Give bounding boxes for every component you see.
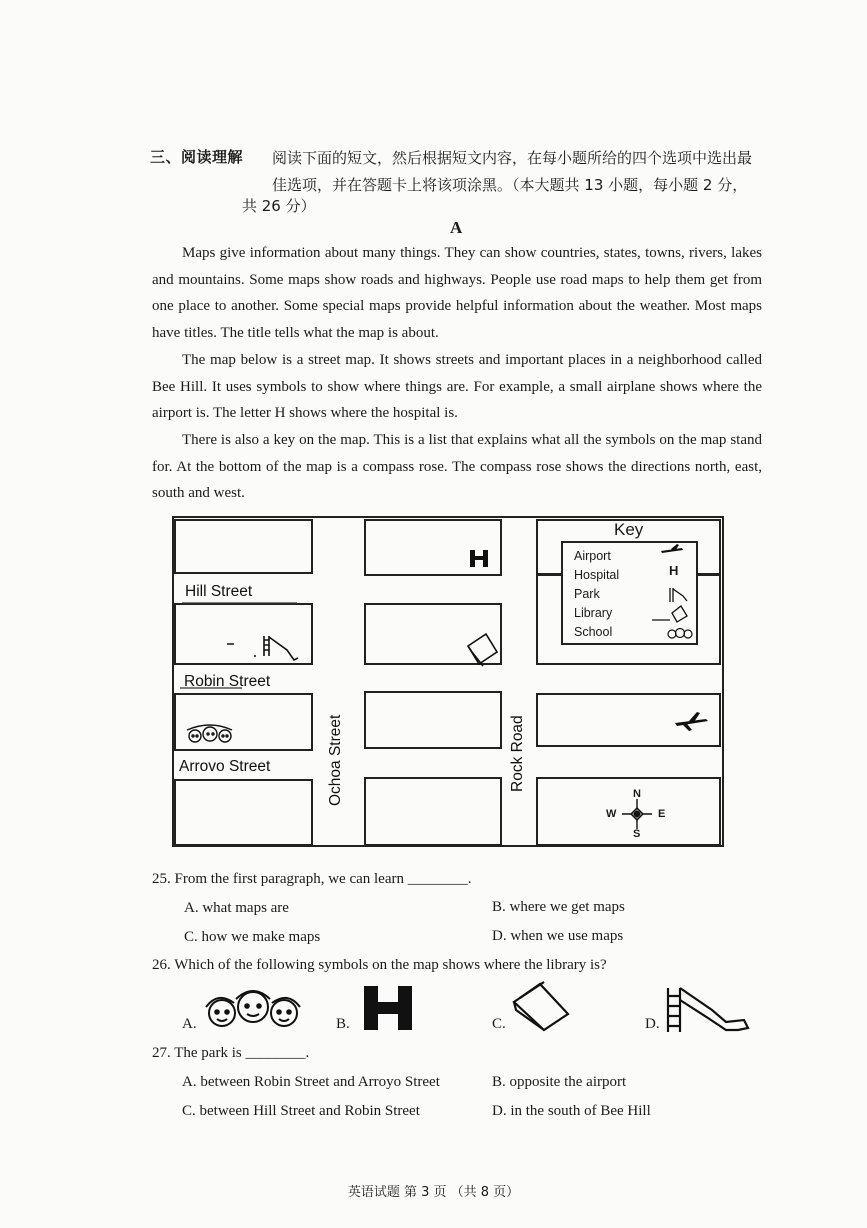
q26-option-b[interactable]: B. — [336, 1016, 350, 1032]
q27-option-a[interactable]: A. between Robin Street and Arroyo Street — [182, 1074, 440, 1090]
block — [537, 778, 720, 845]
q27-option-d[interactable]: D. in the south of Bee Hill — [492, 1103, 651, 1119]
key-hospital-icon: H — [669, 563, 679, 578]
block — [365, 692, 501, 748]
question-25: 25. From the first paragraph, we can learn ________. — [152, 871, 472, 887]
q26-option-a[interactable]: A. — [182, 1016, 197, 1032]
q26-option-d[interactable]: D. — [645, 1016, 660, 1032]
question-26: 26. Which of the following symbols on the map shows where the library is? — [152, 957, 607, 973]
street-label-robin: Robin Street — [184, 673, 271, 690]
block — [175, 780, 312, 845]
q26-option-c[interactable]: C. — [492, 1016, 506, 1032]
q25-option-b[interactable]: B. where we get maps — [492, 899, 625, 915]
school-icon — [198, 985, 308, 1035]
street-label-ochoa: Ochoa Street — [327, 714, 344, 806]
key-item-school: School — [574, 625, 613, 639]
street-map — [172, 516, 724, 847]
q25-option-d[interactable]: D. when we use maps — [492, 928, 624, 944]
park-slide-icon — [227, 636, 298, 660]
passage-paragraph-3: There is also a key on the map. This is a list that explains what all the symbols on the map stand for. At the bottom of the map is a compass rose. The compass rose shows the directions north, east, south and west. — [152, 432, 762, 502]
key-title: Key — [614, 520, 644, 539]
block — [175, 520, 312, 573]
street-label-arrovo: Arrovo Street — [179, 758, 271, 775]
block — [365, 778, 501, 845]
compass-east: E — [658, 808, 666, 820]
key-item-airport: Airport — [574, 549, 611, 563]
q25-option-c[interactable]: C. how we make maps — [184, 929, 321, 945]
school-icon — [187, 725, 232, 742]
park-slide-icon — [664, 984, 754, 1036]
street-label-rock: Rock Road — [509, 715, 526, 792]
key-item-park: Park — [574, 587, 600, 601]
block — [365, 604, 501, 664]
compass-north: N — [633, 788, 641, 800]
passage-letter: A — [450, 218, 463, 237]
street-label-hill: Hill Street — [185, 583, 253, 600]
question-27: 27. The park is ________. — [152, 1045, 310, 1061]
passage-paragraph-2: The map below is a street map. It shows streets and important places in a neighborhood called Bee Hill. It uses symbols to show where things are. For example, a small airplane shows where the airport is. The letter H shows where the hospital is. — [152, 352, 762, 422]
q27-option-c[interactable]: C. between Hill Street and Robin Street — [182, 1103, 420, 1119]
q25-option-a[interactable]: A. what maps are — [184, 900, 289, 916]
hospital-icon — [470, 550, 488, 567]
q27-option-b[interactable]: B. opposite the airport — [492, 1074, 627, 1090]
compass-south: S — [633, 828, 641, 840]
section-instructions-end: 共 26 分） — [242, 197, 316, 215]
compass-west: W — [606, 808, 617, 820]
key-item-library: Library — [574, 606, 613, 620]
airport-icon — [675, 712, 708, 731]
hospital-icon — [362, 984, 414, 1032]
passage-paragraph-1: Maps give information about many things. They can show countries, states, towns, rivers, lakes and mountains. Some maps show roads and highways. People use road maps to help them get from one place to another. Some special maps provide helpful information about the weather. Most maps have titles. The title tells what the map is about. — [152, 245, 762, 342]
block — [365, 520, 501, 575]
library-book-icon — [508, 980, 574, 1034]
compass-rose — [622, 799, 652, 829]
section-heading: 三、阅读理解 — [150, 148, 244, 166]
page-footer: 英语试题 第 3 页 （共 8 页） — [347, 1185, 520, 1200]
key-item-hospital: Hospital — [574, 568, 620, 582]
library-book-icon — [468, 634, 497, 666]
section-instructions: 阅读下面的短文，然后根据短文内容，在每小题所给的四个选项中选出最 佳选项，并在答题卡上将该项涂黑。（本大题共 13 小题，每小题 2 分， — [272, 149, 753, 194]
